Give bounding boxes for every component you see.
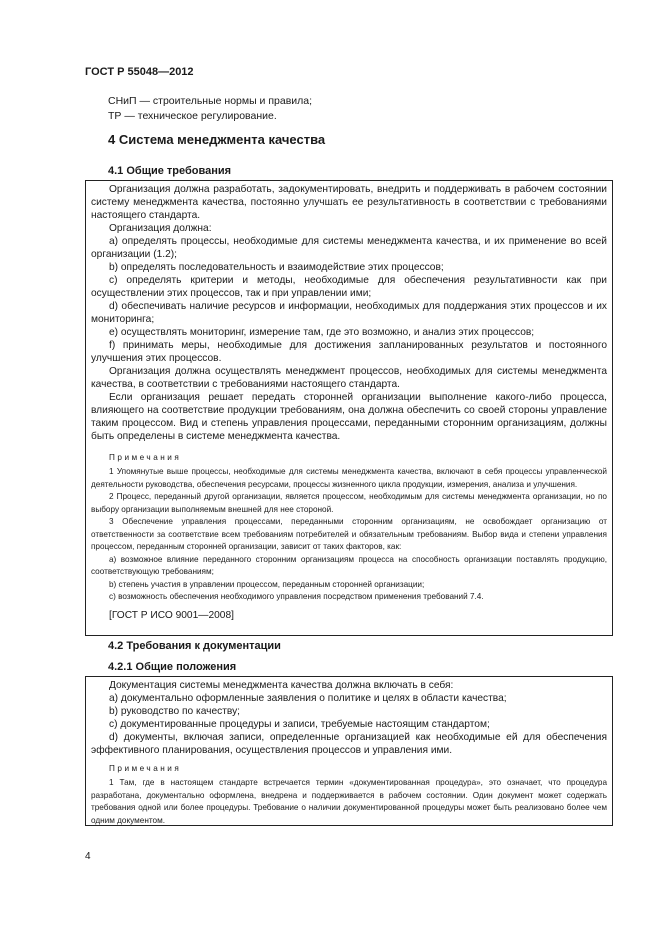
note-item: 3 Обеспечение управления процессами, переданными сторонним организациям, не освобождает организацию от ответственности за соответствие всем требованиям потребителей и обязательным требованиям. Выбор вида и степени управления процессом, переданным сторонней организации, зависит от таких факторов, как:: [91, 517, 607, 551]
list-item: c) определять критерии и методы, необходимые для обеспечения результативности как при осуществлении этих процессов, так и при управлении ими;: [91, 275, 607, 299]
paragraph: Организация должна разработать, задокументировать, внедрить и поддерживать в рабочем состоянии систему менеджмента качества, постоянно улучшать ее результативность в соответствии с требованиями настоящего стандарта.: [91, 184, 607, 221]
section-4-2-1-heading: 4.2.1 Общие положения: [108, 661, 237, 673]
note-item: а) возможное влияние переданного сторонним организациям процесса на способность организации поставлять продукцию, соответствующую требованиям;: [91, 554, 607, 576]
note-item: с) возможность обеспечения необходимого управления посредством применения требований 7.4.: [109, 592, 484, 601]
abbreviation-item: СНиП — строительные нормы и правила;: [108, 95, 313, 107]
note-item: 1 Там, где в настоящем стандарте встречается термин «документированная процедура», это означает, что процедура разработана, документально оформлена, внедрена и поддерживается в рабочем состоянии. Один документ может содержать требования одной или более процедуры. Требование о наличии документированной процедуры может быть реализовано более чем одним документом.: [91, 778, 607, 825]
list-item: c) документированные процедуры и записи, требуемые настоящим стандартом;: [109, 719, 490, 730]
notes-heading: Примечания: [109, 764, 182, 773]
note-item: 1 Упомянутые выше процессы, необходимые для системы менеджмента качества, включают в себя процессы управленческой деятельности руководства, обеспечения ресурсами, процессы жизненного цикла продукции, измерения, анализа и улучшения.: [91, 467, 607, 489]
section-4-heading: 4 Система менеджмента качества: [108, 132, 326, 147]
list-item: е) осуществлять мониторинг, измерение там, где это возможно, и анализ этих процессов;: [109, 327, 535, 338]
list-item: b) руководство по качеству;: [109, 706, 240, 717]
list-item: d) документы, включая записи, определенные организацией как необходимые ей для обеспечения эффективного планирования, осуществления процессов и управления ими.: [91, 732, 607, 756]
note-item: 2 Процесс, переданный другой организации, является процессом, необходимым для системы менеджмента организации, но по выбору организации выполняемым внешней для нее стороной.: [91, 492, 607, 514]
list-item: а) определять процессы, необходимые для системы менеджмента качества, и их применение во всей организации (1.2);: [91, 236, 607, 260]
paragraph: Если организация решает передать сторонней организации выполнение какого-либо процесса, влияющего на соответствие продукции требованиям, она должна обеспечить со своей стороны управление таким процессом. Вид и степень управления процессами, переданными сторонним организациям, должны быть определены в системе менеджмента качества.: [91, 392, 607, 442]
source-reference: [ГОСТ Р ИСО 9001—2008]: [109, 609, 234, 621]
section-4-1-heading: 4.1 Общие требования: [108, 165, 232, 177]
section-4-2-heading: 4.2 Требования к документации: [108, 640, 281, 652]
list-item: d) обеспечивать наличие ресурсов и информации, необходимых для поддержания этих процессов и их мониторинга;: [91, 301, 607, 325]
list-item: f) принимать меры, необходимые для достижения запланированных результатов и постоянного улучшения этих процессов.: [91, 340, 607, 364]
requirements-box-4-2-1: [85, 676, 613, 826]
paragraph: Организация должна осуществлять менеджмент процессов, необходимых для системы менеджмента качества, в соответствии с требованиями настоящего стандарта.: [91, 366, 607, 390]
document-header: ГОСТ Р 55048—2012: [85, 66, 194, 78]
requirements-box-4-1: [85, 180, 613, 636]
list-item: а) документально оформленные заявления о политике и целях в области качества;: [109, 693, 507, 704]
note-item: b) степень участия в управлении процессом, переданным сторонней организации;: [109, 579, 425, 589]
paragraph: Организация должна:: [109, 223, 212, 234]
abbreviation-item: ТР — техническое регулирование.: [108, 110, 277, 122]
abbreviations-list: [108, 94, 312, 124]
notes-heading: Примечания: [109, 453, 182, 462]
paragraph: Документация системы менеджмента качества должна включать в себя:: [109, 680, 454, 691]
page-number: 4: [85, 851, 91, 862]
list-item: b) определять последовательность и взаимодействие этих процессов;: [109, 262, 444, 273]
